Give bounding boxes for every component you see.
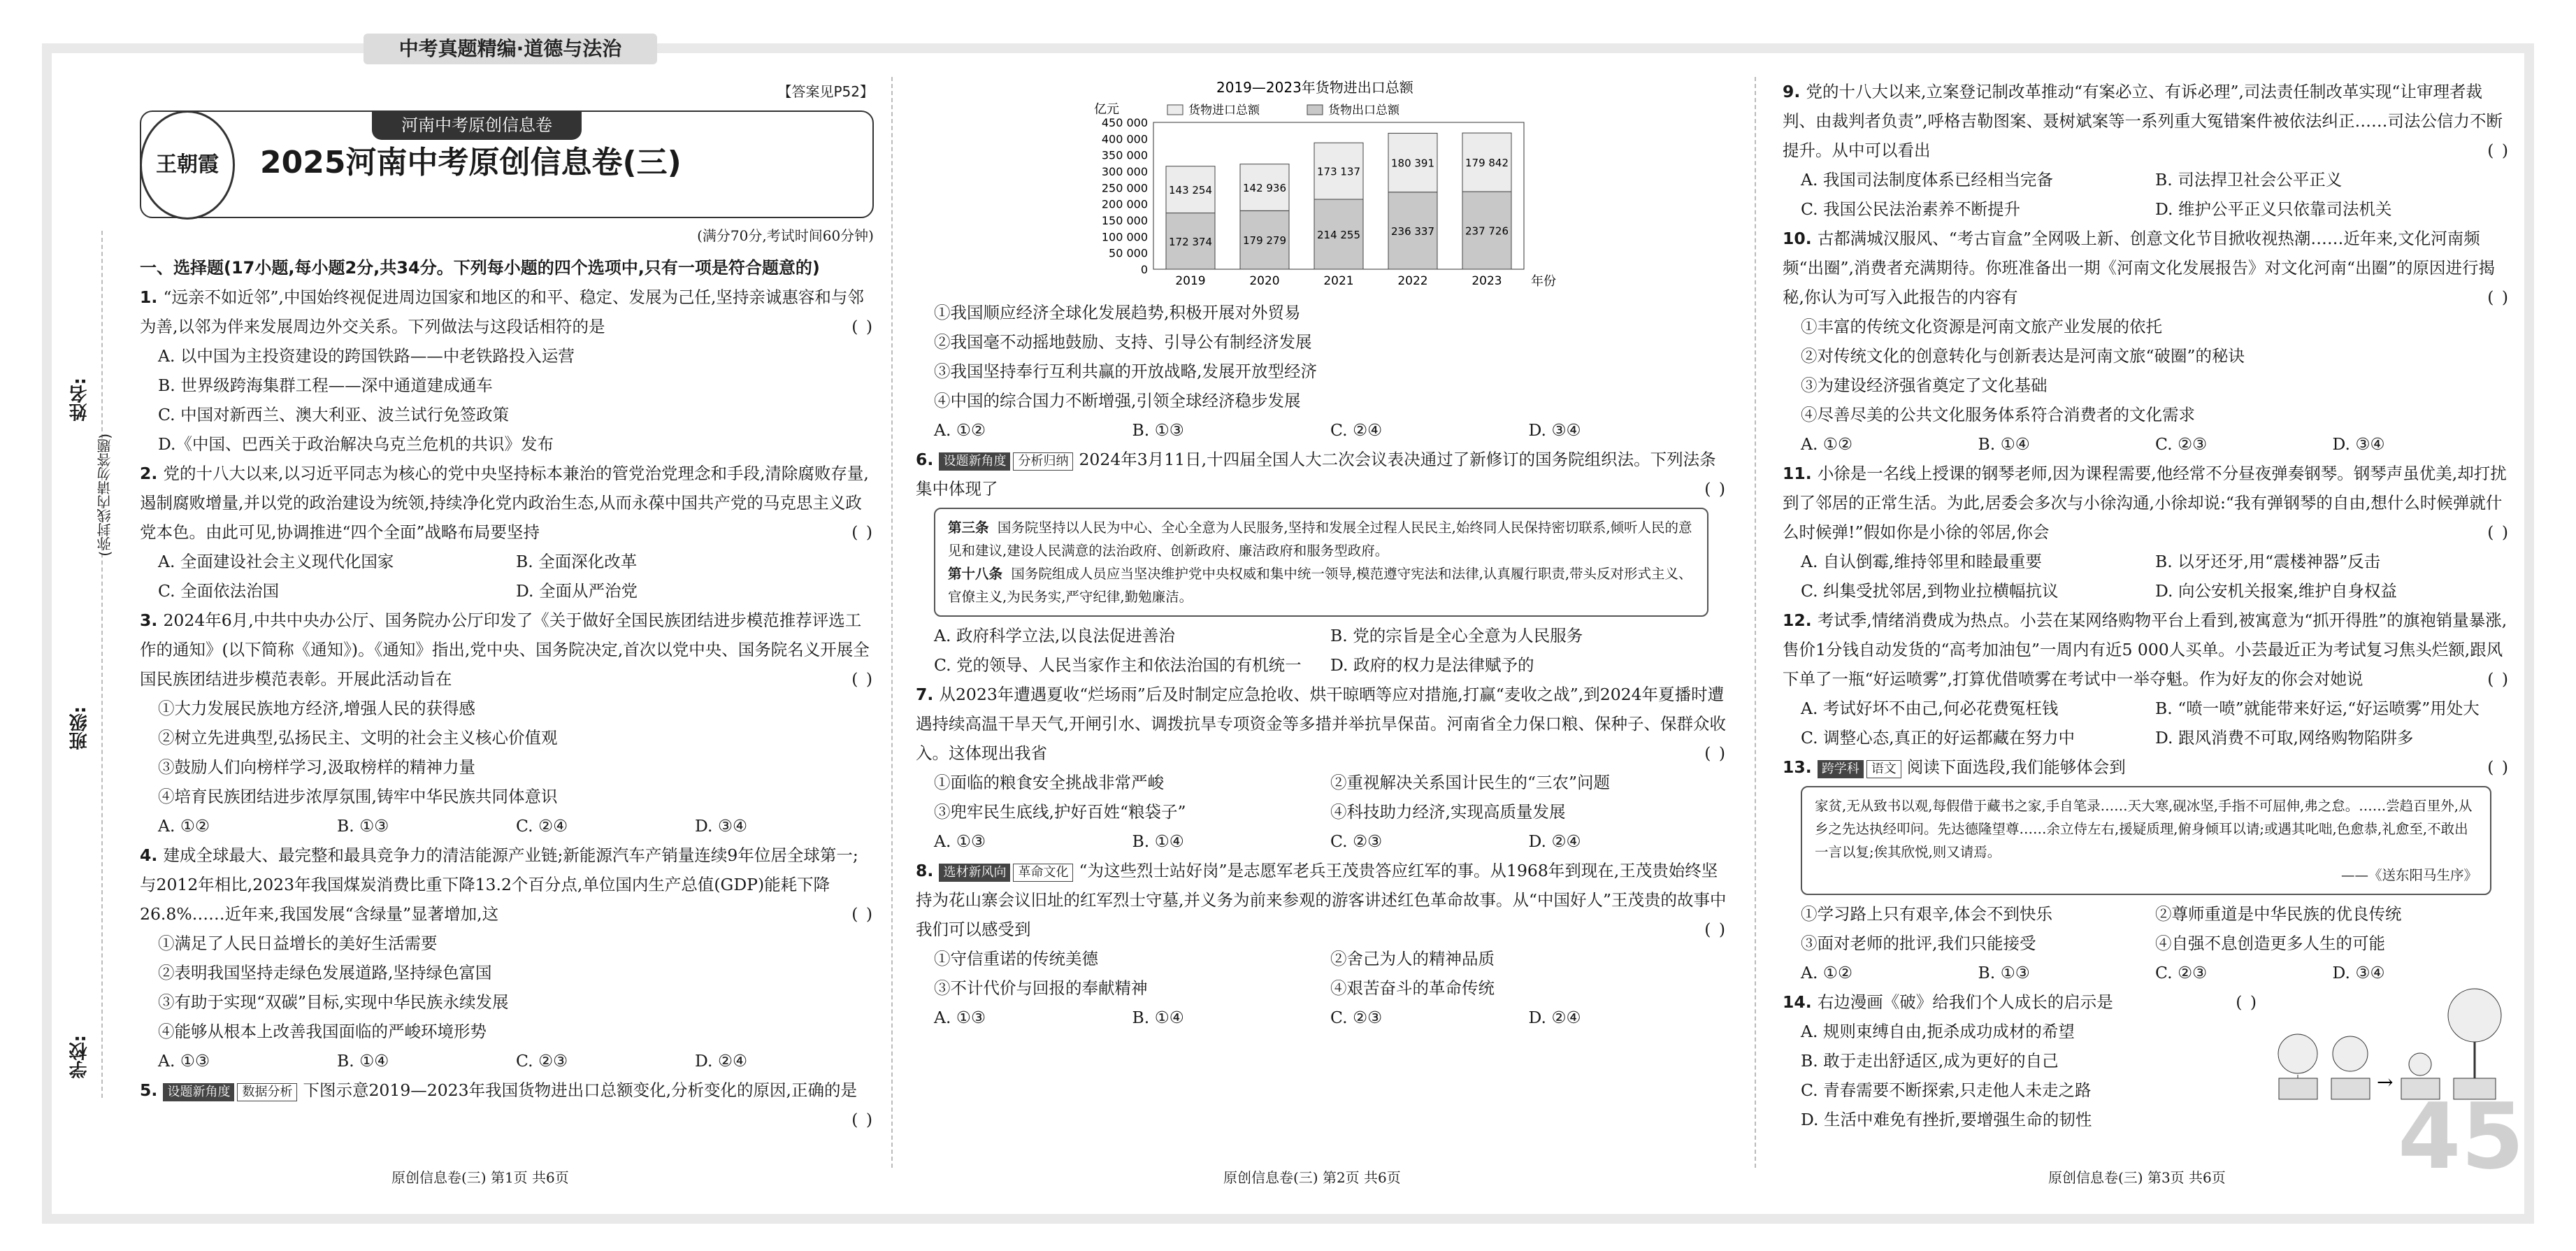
statement: ②表明我国坚持走绿色发展道路,坚持绿色富国 bbox=[158, 963, 492, 982]
option: C. ②③ bbox=[1330, 831, 1383, 851]
question-1: 1. “远亲不如近邻”,中国始终视促进周边国家和地区的和平、稳定、发展为己任,坚持亲诚惠容和与邻为善,以邻为伴来发展周边外交关系。下列做法与这段话相符的是 ( ) bbox=[140, 287, 874, 336]
option: D. 向公安机关报案,维护自身权益 bbox=[2155, 581, 2397, 601]
option: D. ②④ bbox=[1528, 831, 1581, 851]
option: C. 调整心态,真正的好运都藏在努力中 bbox=[1801, 728, 2075, 748]
option: B. “喷一喷”就能带来好运,“好运喷雾”用处大 bbox=[2155, 699, 2480, 718]
data-label: 237 726 bbox=[1465, 224, 1509, 238]
statement: ②树立先进典型,弘扬民主、文明的社会主义核心价值观 bbox=[158, 728, 558, 748]
legend-label: 货物出口总额 bbox=[1328, 103, 1399, 117]
statement: ③我国坚持奉行互利共赢的开放战略,发展开放型经济 bbox=[934, 362, 1317, 381]
option: D. 全面从严治党 bbox=[516, 581, 638, 601]
binding-margin bbox=[59, 231, 103, 1098]
option: C. ②③ bbox=[2155, 434, 2208, 454]
option: D. 维护公平正义只依靠司法机关 bbox=[2155, 199, 2392, 219]
question-14: 14. 右边漫画《破》给我们个人成长的启示是 ( ) bbox=[1783, 992, 2258, 1012]
option: C. 青春需要不断探索,只走他人未走之路 bbox=[1801, 1080, 2092, 1100]
option: D. 跟风消费不可取,网络购物陷阱多 bbox=[2155, 728, 2414, 748]
statement: ③不计代价与回报的奉献精神 bbox=[934, 978, 1148, 998]
option: D. ③④ bbox=[695, 816, 748, 836]
option: C. 纠集受扰邻居,到物业拉横幅抗议 bbox=[1801, 581, 2059, 601]
question-13: 13. 跨学科 语文 阅读下面选段,我们能够体会到 ( ) bbox=[1783, 757, 2510, 777]
option: B. ①④ bbox=[1132, 1008, 1184, 1027]
data-label: 143 254 bbox=[1168, 184, 1213, 197]
name-label: 姓名: bbox=[69, 378, 90, 422]
question-6: 6. 设题新角度 分析归纳 2024年3月11日,十四届全国人大二次会议表决通过了新修订的国务院组织法。下列法条集中体现了 ( ) bbox=[916, 450, 1727, 499]
question-7: 7. 从2023年遭遇夏收“烂场雨”后及时制定应急抢收、烘干晾晒等应对措施,打赢“麦收之战”,到2024年夏播时遭遇持续高温干旱天气,开闸引水、调拨抗旱专项资金等多措并举抗旱保苗。河南省全力保口粮、保种子、保群众收入。这体现出我省 ( ) bbox=[916, 685, 1727, 763]
option: A. 以中国为主投资建设的跨国铁路——中老铁路投入运营 bbox=[158, 346, 575, 366]
question-2: 2. 党的十八大以来,以习近平同志为核心的党中央坚持标本兼治的管党治党理念和手段,清除腐败存量,遏制腐败增量,并以党的政治建设为统领,持续净化党内政治生态,从而永葆中国共产党的马克思主义政党本色。由此可见,协调推进“四个全面”战略布局要坚持 ( ) bbox=[140, 464, 874, 542]
exam-title: 2025河南中考原创信息卷(三) bbox=[260, 145, 682, 180]
class-label: 班级: bbox=[69, 706, 90, 750]
x-tick-label: 2021 bbox=[1323, 274, 1354, 288]
statement: ①守信重诺的传统美德 bbox=[934, 949, 1098, 968]
option: B. 敢于走出舒适区,成为更好的自己 bbox=[1801, 1051, 2059, 1071]
law-articles-box: 第三条 国务院坚持以人民为中心、全心全意为人民服务,坚持和发展全过程人民民主,始终同人民保持密切联系,倾听人民的意见和建议,建设人民满意的法治政府、创新政府、廉洁政府和服务型政府。 第十八条 国务院组成人员应当坚决维护党中央权威和集中统一领导,模范遵守宪法和法律,认真履行职责,带头反对形式主义、官僚主义,为民务实,严守纪律,勤勉廉洁。 bbox=[934, 508, 1708, 617]
trade-chart bbox=[916, 77, 1727, 294]
y-tick-label: 350 000 bbox=[1101, 148, 1148, 162]
column-divider bbox=[1755, 77, 1756, 1168]
option: D. ②④ bbox=[1528, 1008, 1581, 1027]
option: D. ③④ bbox=[2332, 963, 2385, 982]
option: B. ①④ bbox=[1978, 434, 2030, 454]
option: C. ②④ bbox=[516, 816, 568, 836]
option: D. ③④ bbox=[1528, 420, 1581, 440]
classical-quote-box bbox=[1801, 786, 2491, 895]
statement: ②舍己为人的精神品质 bbox=[1330, 949, 1495, 968]
legend-swatch bbox=[1167, 105, 1183, 115]
option: A. ①② bbox=[1801, 434, 1853, 454]
statement: ②我国毫不动摇地鼓励、支持、引导公有制经济发展 bbox=[934, 332, 1312, 352]
option: B. 全面深化改革 bbox=[516, 552, 638, 571]
statement: ④中国的综合国力不断增强,引领全球经济稳步发展 bbox=[934, 391, 1301, 410]
option: A. 考试好坏不由己,何必花费冤枉钱 bbox=[1801, 699, 2059, 718]
statement: ④培育民族团结进步浓厚氛围,铸牢中华民族共同体意识 bbox=[158, 787, 558, 806]
page-number: 45 bbox=[2398, 1083, 2524, 1189]
statement: ②尊师重道是中华民族的优良传统 bbox=[2155, 904, 2402, 924]
option: A. ①③ bbox=[158, 1051, 210, 1071]
x-tick-label: 2022 bbox=[1397, 274, 1428, 288]
y-tick-label: 450 000 bbox=[1101, 116, 1148, 129]
section-heading: 一、选择题(17小题,每小题2分,共34分。下列每小题的四个选项中,只有一项是符合题意的) bbox=[140, 258, 820, 278]
data-label: 214 255 bbox=[1316, 229, 1361, 242]
statement: ①大力发展民族地方经济,增强人民的获得感 bbox=[158, 699, 475, 718]
statement: ④艰苦奋斗的革命传统 bbox=[1330, 978, 1495, 998]
y-tick-label: 300 000 bbox=[1101, 165, 1148, 178]
statement: ④尽善尽美的公共文化服务体系符合消费者的文化需求 bbox=[1801, 405, 2195, 424]
statement: ③鼓励人们向榜样学习,汲取榜样的精神力量 bbox=[158, 757, 475, 777]
option: B. ①③ bbox=[337, 816, 389, 836]
option: C. 全面依法治国 bbox=[158, 581, 280, 601]
option: C. 中国对新西兰、澳大利亚、波兰试行免签政策 bbox=[158, 405, 510, 424]
quote-source: ——《送东阳马生序》 bbox=[2340, 867, 2477, 883]
legend-label: 货物进口总额 bbox=[1188, 103, 1260, 117]
question-3: 3. 2024年6月,中共中央办公厅、国务院办公厅印发了《关于做好全国民族团结进步模范推荐评选工作的通知》(以下简称《通知》)。《通知》指出,党中央、国务院决定,首次以党中央、国务院名义开展全国民族团结进步模范表彰。开展此活动旨在 ( ) bbox=[140, 610, 874, 689]
x-tick-label: 2023 bbox=[1472, 274, 1502, 288]
option: D.《中国、巴西关于政治解决乌克兰危机的共识》发布 bbox=[158, 434, 554, 454]
option: C. ②③ bbox=[516, 1051, 568, 1071]
question-4: 4. 建成全球最大、最完整和最具竞争力的清洁能源产业链;新能源汽车产销量连续9年位居全球第一;与2012年相比,2023年我国煤炭消费比重下降13.2个百分点,单位国内生产总值(GDP)能耗下降26.8%……近年来,我国发展“含绿量”显著增加,这 ( ) bbox=[140, 845, 874, 924]
option: B. 以牙还牙,用“震楼神器”反击 bbox=[2155, 552, 2381, 571]
option: C. ②④ bbox=[1330, 420, 1383, 440]
x-tick-label: 2020 bbox=[1249, 274, 1280, 288]
y-tick-label: 0 bbox=[1140, 263, 1148, 276]
statement: ③兜牢民生底线,护好百姓“粮袋子” bbox=[934, 802, 1186, 822]
exam-header bbox=[140, 110, 874, 218]
top-banner: 中考真题精编·道德与法治 bbox=[364, 34, 657, 64]
x-axis-label: 年份 bbox=[1531, 274, 1556, 289]
y-tick-label: 100 000 bbox=[1101, 230, 1148, 244]
exam-meta: (满分70分,考试时间60分钟) bbox=[697, 227, 874, 244]
question-12: 12. 考试季,情绪消费成为热点。小芸在某网络购物平台上看到,被寓意为“抓开得胜”的旗袍销量暴涨,售价1分钱自动发货的“高考加油包”一周内有近5 000人买单。小芸最近正为考试复习焦头烂额,跟风下单了一瓶“好运喷雾”,打算优借喷雾在考试中一举夺魁。作为好友的你会对她说 ( ) bbox=[1783, 610, 2510, 689]
option: D. 政府的权力是法律赋予的 bbox=[1330, 655, 1534, 675]
statement: ③面对老师的批评,我们只能接受 bbox=[1801, 934, 2036, 953]
data-label: 236 337 bbox=[1390, 224, 1435, 238]
statement: ①我国顺应经济全球化发展趋势,积极开展对外贸易 bbox=[934, 303, 1301, 322]
statement: ④能够从根本上改善我国面临的严峻环境形势 bbox=[158, 1022, 487, 1041]
option: A. ①② bbox=[158, 816, 210, 836]
header-badge: 河南中考原创信息卷 bbox=[372, 110, 582, 140]
data-label: 173 137 bbox=[1316, 165, 1361, 178]
option: C. 党的领导、人民当家作主和依法治国的有机统一 bbox=[934, 655, 1302, 675]
option: A. ①② bbox=[1801, 963, 1853, 982]
statement: ③有助于实现“双碳”目标,实现中华民族永续发展 bbox=[158, 992, 509, 1012]
quote-text: 家贫,无从致书以观,每假借于藏书之家,手自笔录……天大寒,砚冰坚,手指不可屈伸,弗之怠。……尝趋百里外,从乡之先达执经叩问。先达德隆望尊……余立侍左右,援疑质理,俯身倾耳以请;或遇其叱咄,色愈恭,礼愈至,不敢出一言以复;俟其欣悦,则又请焉。 bbox=[1815, 798, 2473, 860]
option: B. ①③ bbox=[1978, 963, 2030, 982]
page-2 bbox=[916, 77, 1727, 1168]
question-5: 5. 设题新角度 数据分析 下图示意2019—2023年我国货物进出口总额变化,分析变化的原因,正确的是 ( ) bbox=[140, 1080, 874, 1129]
option: B. ①③ bbox=[1132, 420, 1184, 440]
statement: ④自强不息创造更多人生的可能 bbox=[2155, 934, 2385, 953]
question-9: 9. 党的十八大以来,立案登记制改革推动“有案必立、有诉必理”,司法责任制改革实现“让审理者裁判、由裁判者负责”,呼格吉勒图案、聂树斌案等一系列重大冤错案件被依法纠正……司法公信力不断提升。从中可以看出 ( ) bbox=[1783, 82, 2510, 160]
legend-swatch bbox=[1307, 105, 1323, 115]
option: C. 我国公民法治素养不断提升 bbox=[1801, 199, 2021, 219]
statement: ①丰富的传统文化资源是河南文旅产业发展的依托 bbox=[1801, 317, 2162, 336]
page-1 bbox=[140, 77, 874, 1168]
question-8: 8. 选材新风向 革命文化 “为这些烈士站好岗”是志愿军老兵王茂贵答应红军的事。从1968年到现在,王茂贵始终坚持为花山寨会议旧址的红军烈士守墓,并义务为前来参观的游客讲述红色革命故事。从“中国好人”王茂贵的故事中我们可以感受到 ( ) bbox=[916, 861, 1727, 939]
page-footer: 原创信息卷(三) 第2页 共6页 bbox=[1223, 1169, 1401, 1186]
x-tick-label: 2019 bbox=[1175, 274, 1206, 288]
option: C. ②③ bbox=[1330, 1008, 1383, 1027]
data-label: 179 279 bbox=[1242, 234, 1287, 248]
statement: ②对传统文化的创意转化与创新表达是河南文旅“破圈”的秘诀 bbox=[1801, 346, 2245, 366]
statement: ①学习路上只有艰辛,体会不到快乐 bbox=[1801, 904, 2052, 924]
chart-title: 2019—2023年货物进出口总额 bbox=[1216, 79, 1413, 96]
option: B. ①④ bbox=[1132, 831, 1184, 851]
option: B. ①④ bbox=[337, 1051, 389, 1071]
option: A. 自认倒霉,维持邻里和睦最重要 bbox=[1801, 552, 2042, 571]
option: B. 党的宗旨是全心全意为人民服务 bbox=[1330, 626, 1583, 645]
brand-logo: 王朝霞 bbox=[140, 110, 235, 220]
column-divider bbox=[891, 77, 893, 1168]
trade-bar-chart bbox=[916, 77, 1727, 294]
statement: ②重视解决关系国计民生的“三农”问题 bbox=[1330, 773, 1611, 792]
page-footer: 原创信息卷(三) 第1页 共6页 bbox=[391, 1169, 569, 1186]
option: D. ③④ bbox=[2332, 434, 2385, 454]
question-11: 11. 小徐是一名线上授课的钢琴老师,因为课程需要,他经常不分昼夜弹奏钢琴。钢琴声虽优美,却打扰到了邻居的正常生活。为此,居委会多次与小徐沟通,小徐却说:“我有弹钢琴的自由,想什么时候弹就什么时候弹!”假如你是小徐的邻居,你会 ( ) bbox=[1783, 464, 2510, 542]
option: A. 政府科学立法,以良法促进善治 bbox=[934, 626, 1175, 645]
page-footer: 原创信息卷(三) 第3页 共6页 bbox=[2048, 1169, 2226, 1186]
option: C. ②③ bbox=[2155, 963, 2208, 982]
page-3 bbox=[1783, 77, 2510, 1168]
statement: ①满足了人民日益增长的美好生活需要 bbox=[158, 934, 438, 953]
option: D. ②④ bbox=[695, 1051, 748, 1071]
statement: ④科技助力经济,实现高质量发展 bbox=[1330, 802, 1566, 822]
arrow-icon: → bbox=[2377, 1071, 2394, 1094]
data-label: 180 391 bbox=[1390, 157, 1435, 170]
y-axis-label: 亿元 bbox=[1094, 102, 1119, 117]
option: D. 生活中难免有挫折,要增强生命的韧性 bbox=[1801, 1110, 2092, 1129]
seal-line-note: (弥封线内请勿答题) bbox=[96, 434, 113, 557]
option: B. 世界级跨海集群工程——深中通道建成通车 bbox=[158, 376, 493, 395]
y-tick-label: 400 000 bbox=[1101, 132, 1148, 146]
option: B. 司法捍卫社会公平正义 bbox=[2155, 170, 2343, 190]
data-label: 179 842 bbox=[1465, 157, 1509, 170]
option: A. ①② bbox=[934, 420, 986, 440]
y-tick-label: 50 000 bbox=[1109, 246, 1148, 260]
y-tick-label: 200 000 bbox=[1101, 197, 1148, 211]
answer-reference: 【答案见P52】 bbox=[777, 83, 874, 100]
option: A. ①③ bbox=[934, 1008, 986, 1027]
school-label: 学校: bbox=[69, 1035, 90, 1079]
option: A. 我国司法制度体系已经相当完备 bbox=[1801, 170, 2053, 190]
statement: ①面临的粮食安全挑战非常严峻 bbox=[934, 773, 1164, 792]
y-tick-label: 250 000 bbox=[1101, 181, 1148, 195]
question-10: 10. 古都满城汉服风、“考古盲盒”全网吸上新、创意文化节目掀收视热潮……近年来,文化河南频频“出圈”,消费者充满期待。你班准备出一期《河南文化发展报告》对文化河南“出圈”的原因进行揭秘,你认为可写入此报告的内容有 ( ) bbox=[1783, 229, 2510, 307]
option: A. 规则束缚自由,扼杀成功成材的希望 bbox=[1801, 1022, 2075, 1041]
data-label: 142 936 bbox=[1242, 181, 1287, 194]
data-label: 172 374 bbox=[1168, 235, 1213, 248]
statement: ③为建设经济强省奠定了文化基础 bbox=[1801, 376, 2048, 395]
y-tick-label: 150 000 bbox=[1101, 214, 1148, 227]
option: A. ①③ bbox=[934, 831, 986, 851]
option: A. 全面建设社会主义现代化国家 bbox=[158, 552, 394, 571]
